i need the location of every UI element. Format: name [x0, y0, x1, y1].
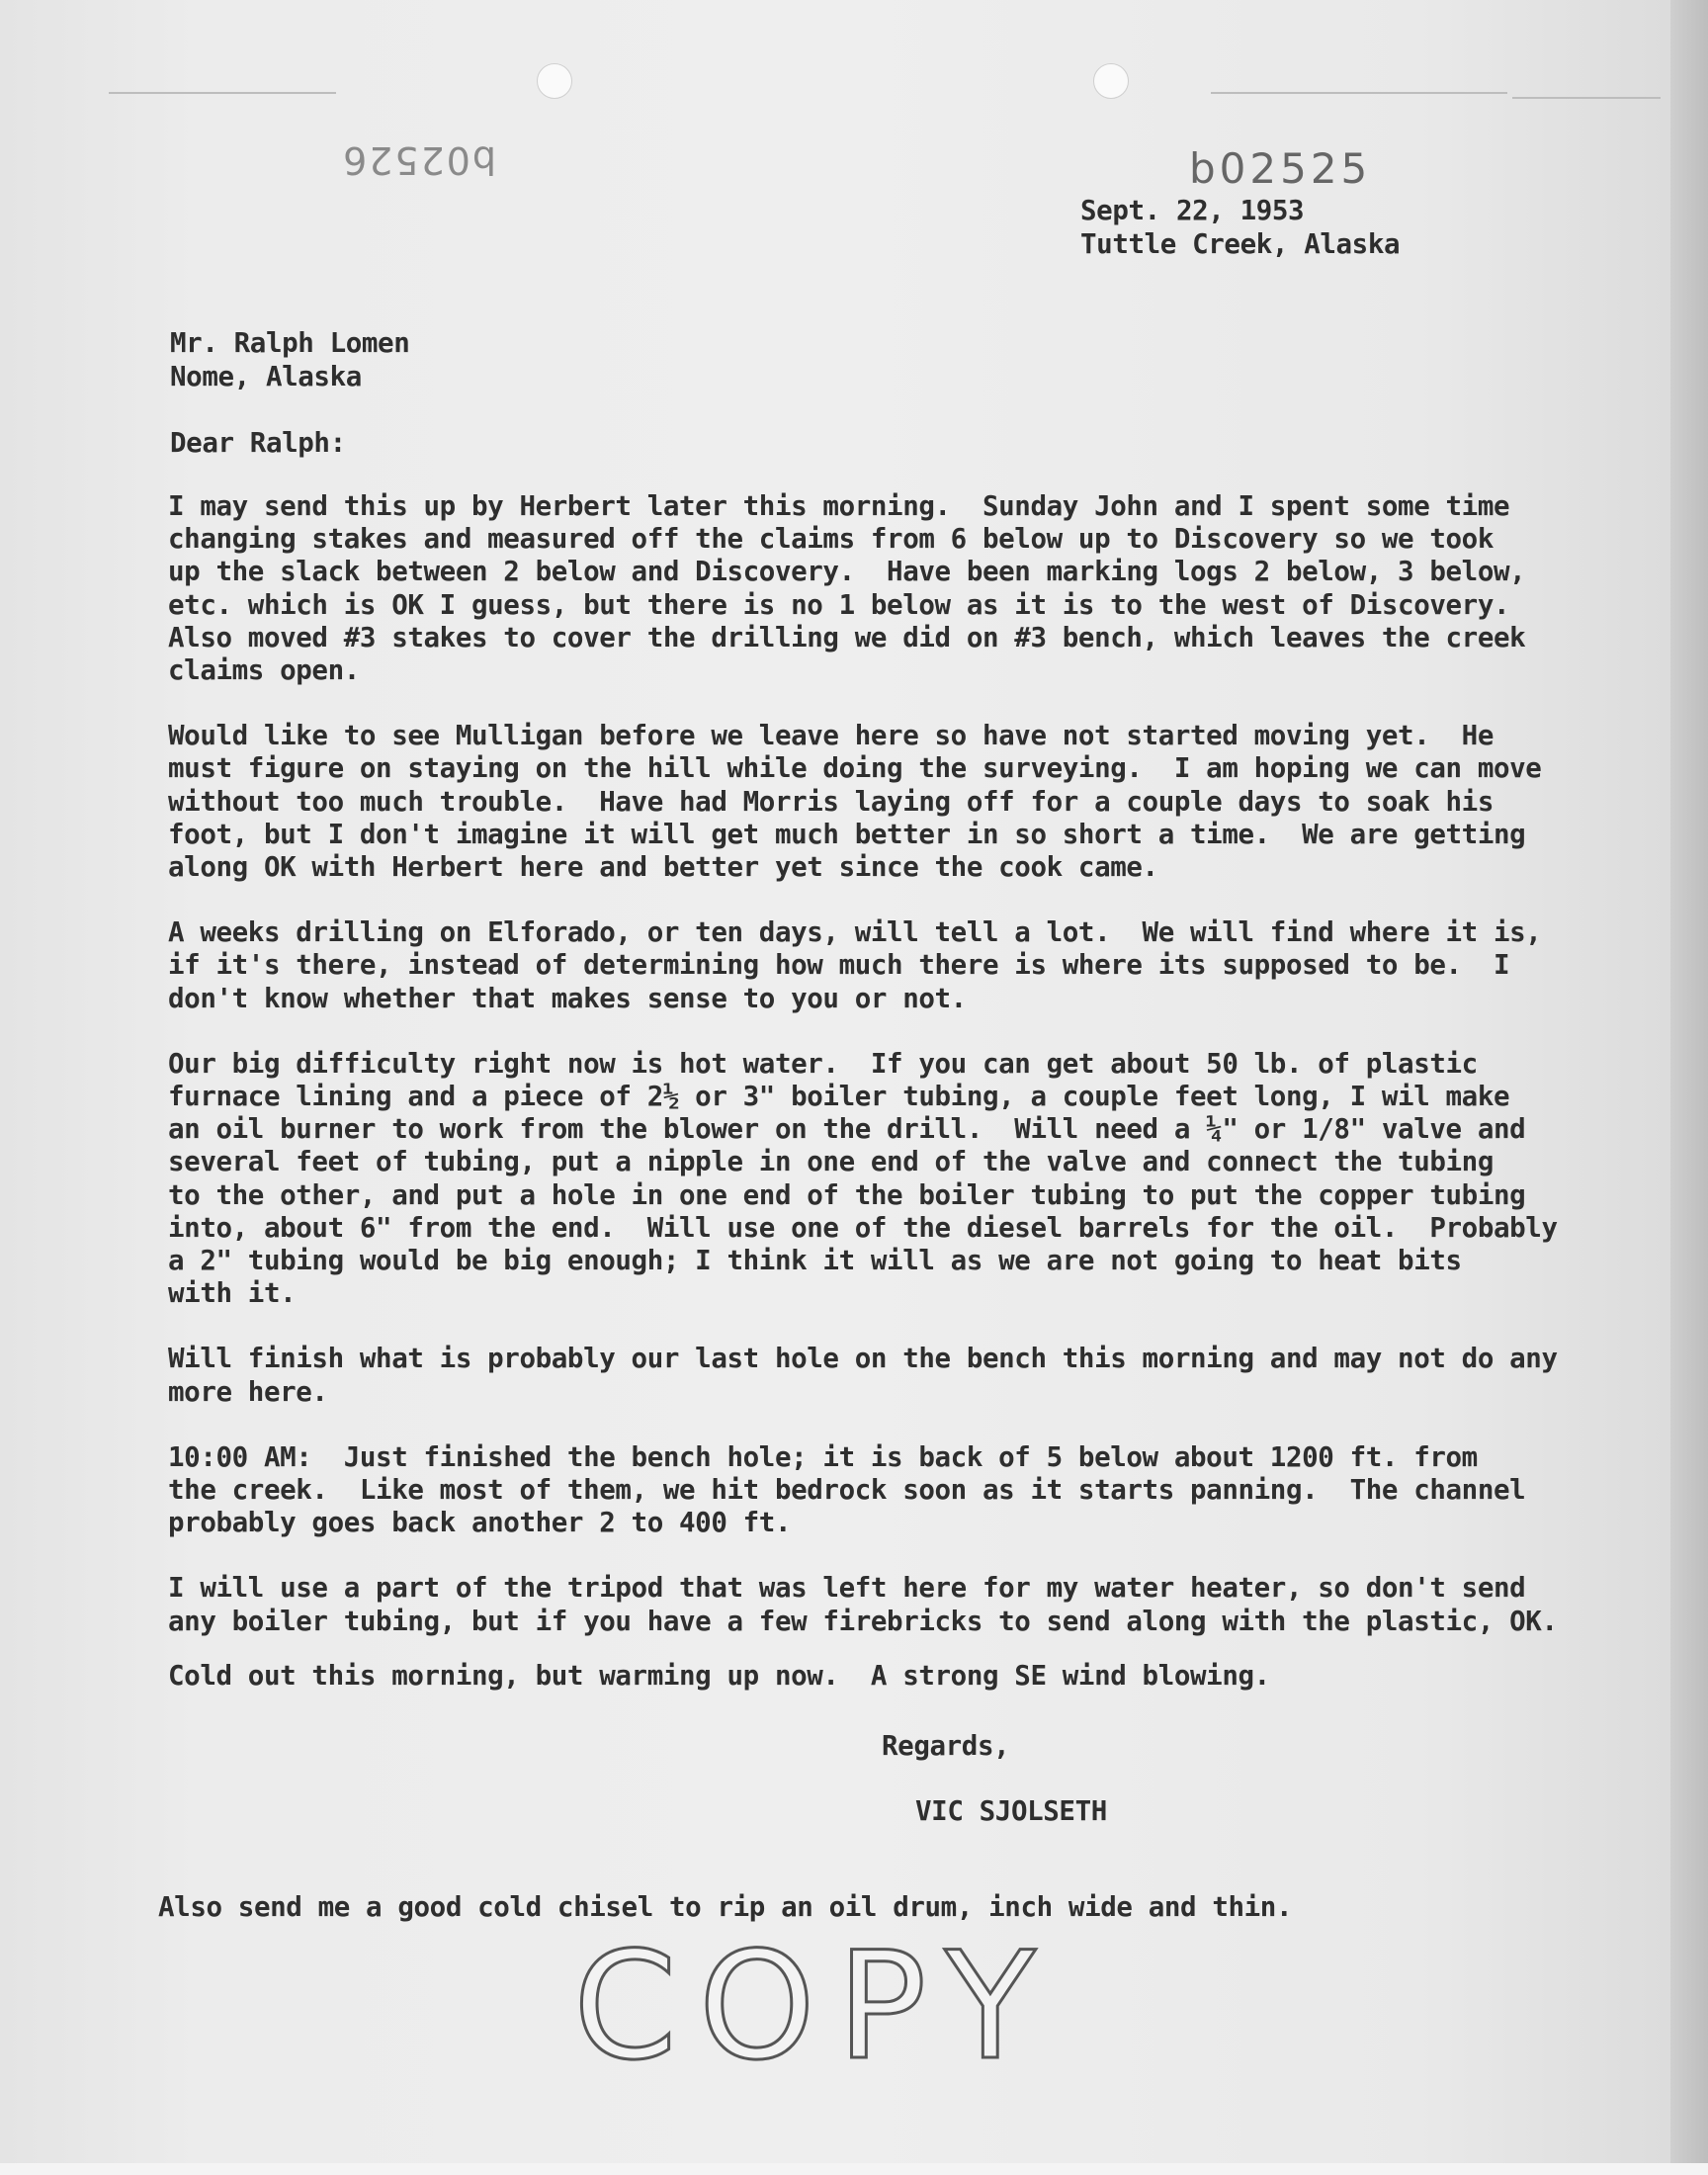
file-number-stamp: b02525 — [1189, 144, 1372, 193]
top-left-rule — [109, 92, 336, 94]
postscript: Also send me a good cold chisel to rip an oil drum, inch wide and thin. — [158, 1891, 1293, 1923]
page-edge-shadow — [1670, 0, 1708, 2175]
letter-body — [168, 490, 1558, 1725]
body-paragraph: Would like to see Mulligan before we leave here so have not started moving yet. He must figure on staying on the hill while doing the surveying. I am hoping we can move without too much trouble. Have had Morris laying off for a couple days to soak his foot, but I don't imagine it will get much better in so short a time. We are getting along OK with Herbert here and better yet since the cook came. — [168, 720, 1542, 884]
body-paragraph: Will finish what is probably our last hole on the bench this morning and may not do any more here. — [168, 1343, 1558, 1408]
top-far-right-rule — [1512, 97, 1661, 99]
top-right-rule — [1211, 92, 1507, 94]
copy-stamp: COPY — [573, 1921, 1058, 2093]
closing: Regards, — [882, 1730, 1010, 1762]
punch-hole-right — [1093, 63, 1129, 99]
salutation: Dear Ralph: — [170, 427, 346, 459]
body-paragraph: I may send this up by Herbert later this morning. Sunday John and I spent some time changing stakes and measured off the claims from 6 below up to Discovery so we took up the slack between 2 below and Discovery. Have been marking logs 2 below, 3 below, etc. which is OK I guess, but there is no 1 below as it is to the west of Discovery. Also moved #3 stakes to cover the drilling we did on #3 bench, which leaves the creek claims open. — [168, 490, 1526, 687]
mirrored-file-number: b02526 — [341, 138, 497, 182]
body-paragraph: 10:00 AM: Just finished the bench hole; it is back of 5 below about 1200 ft. from the creek. Like most of them, we hit bedrock soon as it starts panning. The channel probably goes back another 2 to 400 ft. — [168, 1440, 1526, 1539]
dateline — [1080, 194, 1400, 261]
recipient-address — [170, 326, 409, 393]
letter-place: Tuttle Creek, Alaska — [1080, 228, 1401, 260]
punch-hole-left — [537, 63, 572, 99]
body-paragraph: Our big difficulty right now is hot water. If you can get about 50 lb. of plastic furnace lining and a piece of 2½ or 3" boiler tubing, a couple feet long, I wil make an oil burner to work from the blower on the drill. Will need a ¼" or 1/8" valve and several feet of tubing, put a nipple in one end of the valve and connect the tubing to the other, and put a hole in one end of the boiler tubing to put the copper tubing into, about 6" from the end. Will use one of the diesel barrels for the oil. Probably a 2" tubing would be big enough; I think it will as we are not going to heat bits with it. — [168, 1047, 1558, 1310]
page-bottom-edge — [0, 2163, 1708, 2175]
signature: VIC SJOLSETH — [915, 1795, 1107, 1827]
body-paragraph: A weeks drilling on Elforado, or ten days, will tell a lot. We will find where it is, if it's there, instead of determining how much there is where its supposed to be. I don't know whether that makes sense to you or not. — [168, 916, 1542, 1014]
letter-date: Sept. 22, 1953 — [1080, 195, 1305, 226]
body-paragraph: Cold out this morning, but warming up now. A strong SE wind blowing. — [168, 1659, 1270, 1692]
recipient-city: Nome, Alaska — [170, 361, 362, 392]
body-paragraph: I will use a part of the tripod that was left here for my water heater, so don't send any boiler tubing, but if you have a few firebricks to send along with the plastic, OK. — [168, 1572, 1558, 1637]
recipient-name: Mr. Ralph Lomen — [170, 327, 410, 359]
